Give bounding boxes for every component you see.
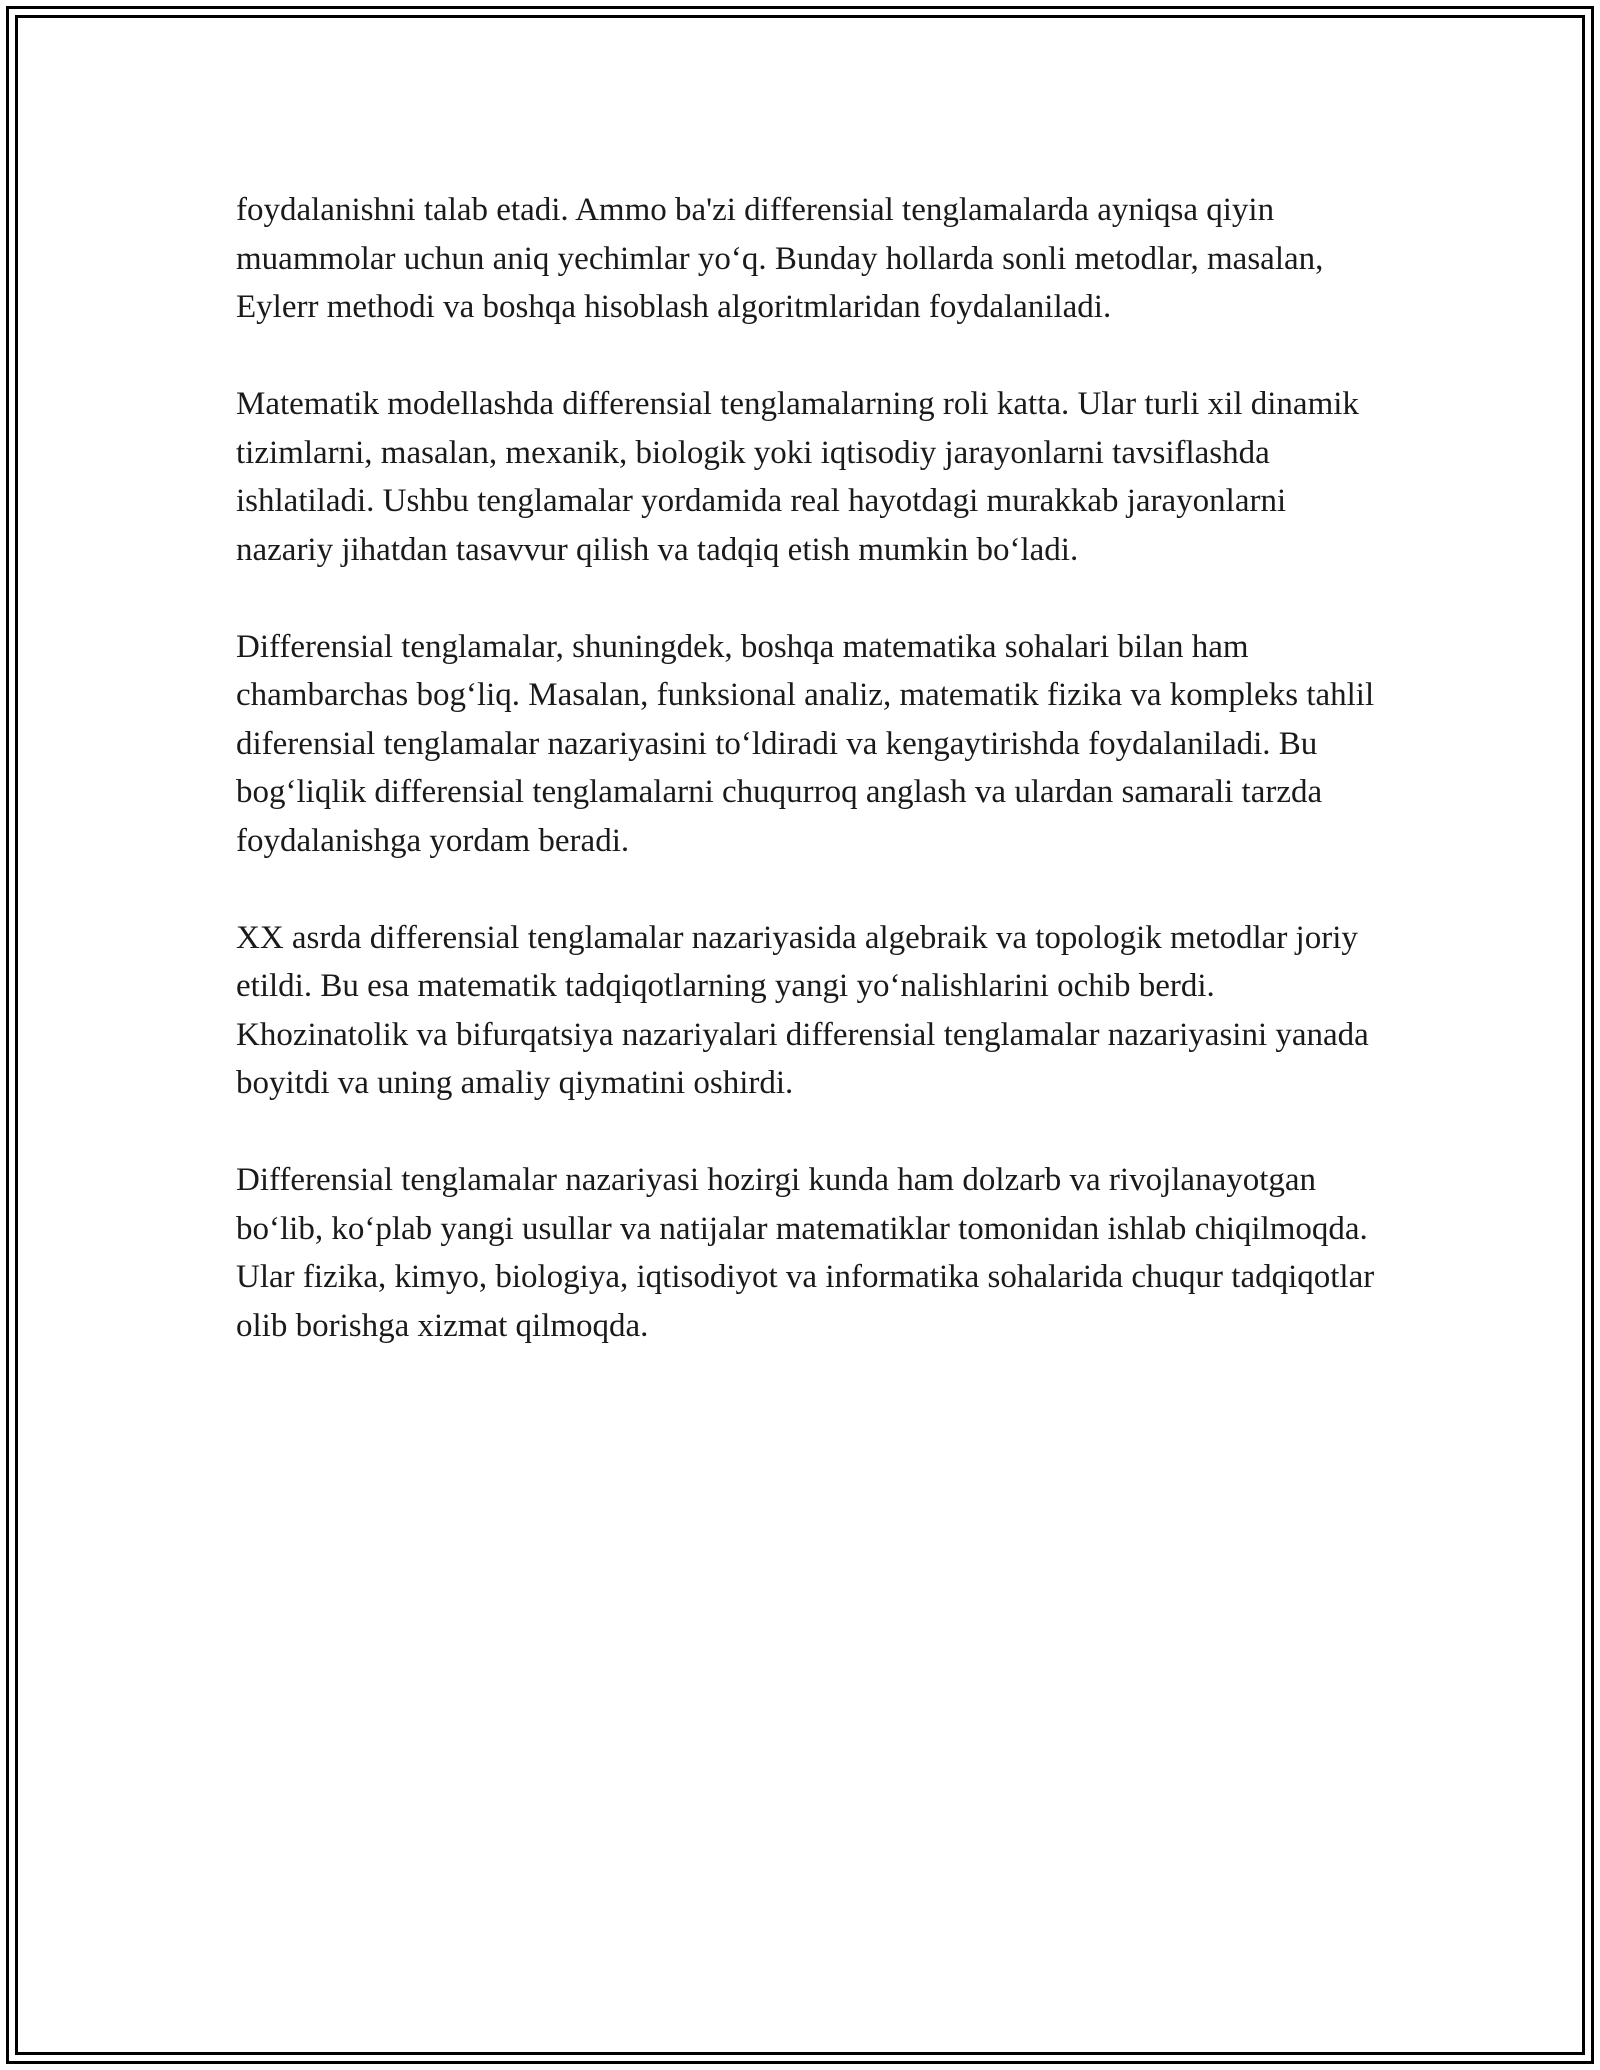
paragraph-3: Differensial tenglamalar, shuningdek, boshqa matematika sohalari bilan ham chambarchas bog‘liq. Masalan, funksional analiz, matematik fizika va kompleks tahlil diferensial tenglamalar nazariyasini to‘ldiradi va kengaytirishda foydalaniladi. Bu bog‘liqlik differensial tenglamalarni chuqurroq anglash va ulardan samarali tarzda foydalanishga yordam beradi. bbox=[236, 628, 1375, 859]
paragraph-2: Matematik modellashda differensial tenglamalarning roli katta. Ular turli xil dinamik tizimlarni, masalan, mexanik, biologik yoki iqtisodiy jarayonlarni tavsiflashda ishlatiladi. Ushbu tenglamalar yordamida real hayotdagi murakkab jarayonlarni nazariy jihatdan tasavvur qilish va tadqiq etish mumkin bo‘ladi. bbox=[236, 386, 1359, 568]
paragraph-5: Differensial tenglamalar nazariyasi hozirgi kunda ham dolzarb va rivojlanayotgan bo‘lib, ko‘plab yangi usullar va natijalar matematiklar tomonidan ishlab chiqilmoqda. Ular fizika, kimyo, biologiya, iqtisodiyot va informatika sohalarida chuqur tadqiqotlar olib borishga xizmat qilmoqda. bbox=[236, 1162, 1375, 1344]
paragraph-4: XX asrda differensial tenglamalar nazariyasida algebraik va topologik metodlar joriy etildi. Bu esa matematik tadqiqotlarning yangi yo‘nalishlarini ochib berdi. Khozinatolik va bifurqatsiya nazariyalari differensial tenglamalar nazariyasini yanada boyitdi va uning amaliy qiymatini oshirdi. bbox=[236, 919, 1369, 1101]
paragraph-1: foydalanishni talab etadi. Ammo ba'zi differensial tenglamalarda ayniqsa qiyin muammolar uchun aniq yechimlar yo‘q. Bunday hollarda sonli metodlar, masalan, Eylerr methodi va boshqa hisoblash algoritmlaridan foydalaniladi. bbox=[236, 192, 1324, 325]
document-body bbox=[236, 186, 1376, 1399]
